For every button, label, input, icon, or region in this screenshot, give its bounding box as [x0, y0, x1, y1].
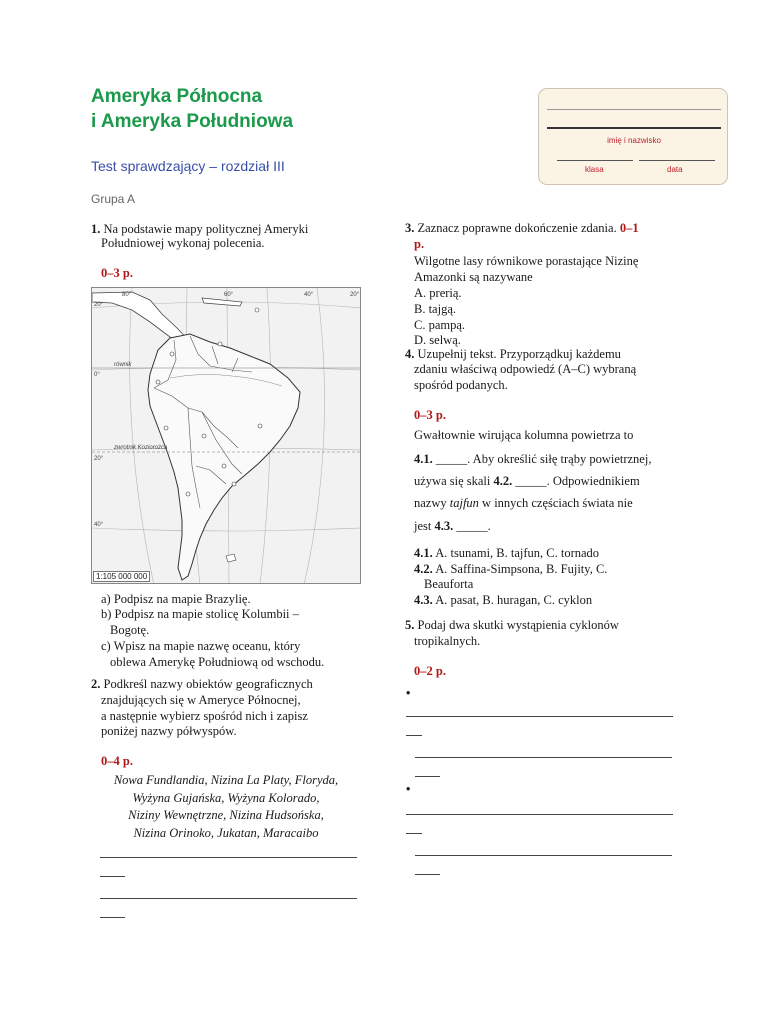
q4-para-line2	[414, 452, 651, 467]
map-graphic	[92, 288, 361, 584]
q4-para-line5-pre: jest	[414, 519, 432, 533]
q1-points: 0–3 p.	[101, 266, 133, 280]
q4-points: 0–3 p.	[414, 408, 446, 422]
name-line[interactable]	[547, 127, 721, 129]
class-line[interactable]	[557, 160, 633, 161]
q5-answer-2-line-a-tail[interactable]	[406, 833, 422, 834]
q5-text-line1: Podaj dwa skutki wystąpienia cyklonów	[417, 618, 619, 632]
q2-term-list	[91, 772, 361, 842]
date-line[interactable]	[639, 160, 715, 161]
q4-para-line3-post[interactable]: _____. Odpowiednikiem	[515, 474, 640, 488]
q4-answers-42-number: 4.2.	[414, 562, 433, 576]
q1-number: 1.	[91, 222, 101, 236]
question-5	[405, 618, 619, 633]
q3-option-b[interactable]: B. tajgą.	[414, 302, 457, 316]
q5-points: 0–2 p.	[414, 664, 446, 678]
q4-blank-42-number: 4.2.	[493, 474, 513, 488]
q2-answer-line-2[interactable]	[100, 898, 357, 899]
q3-option-a[interactable]: A. prerią.	[414, 286, 462, 300]
q5-answer-2-line-b[interactable]	[415, 855, 672, 856]
tropic-label: zwrotnik Koziorożca	[114, 445, 168, 451]
q4-number: 4.	[405, 347, 415, 361]
q4-para-tajfun: tajfun	[449, 496, 479, 510]
title-line-1: Ameryka Północna	[91, 86, 263, 107]
q5-number: 5.	[405, 618, 415, 632]
q3-text: Zaznacz poprawne dokończenie zdania.	[417, 221, 617, 235]
lat-label-20s: 20°	[94, 456, 104, 462]
q2-answer-line-1[interactable]	[100, 857, 357, 858]
q2-text-line1: Podkreśl nazwy obiektów geograficznych	[103, 677, 313, 691]
q4-answers-41-text[interactable]: A. tsunami, B. tajfun, C. tornado	[435, 546, 600, 560]
lat-label-20n: 20°	[94, 302, 104, 308]
group-label: Grupa A	[91, 192, 136, 206]
q5-answer-1-line-a[interactable]	[406, 716, 673, 717]
q3-option-c[interactable]: C. pampą.	[414, 318, 466, 332]
question-3	[405, 221, 639, 236]
q4-answers-42-line2: Beauforta	[424, 577, 474, 591]
q5-answer-2-line-a[interactable]	[406, 814, 673, 815]
q4-blank-41-number: 4.1.	[414, 452, 433, 466]
q2-list-line3: Niziny Wewnętrzne, Nizina Hudsońska,	[128, 808, 324, 822]
date-label: data	[667, 165, 683, 174]
question-2	[91, 677, 313, 692]
q5-text-line2: tropikalnych.	[414, 634, 481, 648]
q4-blank-43-number: 4.3.	[434, 519, 454, 533]
q2-points: 0–4 p.	[101, 754, 133, 768]
q2-list-line1: Nowa Fundlandia, Nizina La Platy, Floryda,	[113, 773, 339, 787]
q4-text-line3: spośród podanych.	[414, 378, 508, 392]
q5-bullet-1: •	[406, 686, 411, 700]
q4-answers-43-text[interactable]: A. pasat, B. huragan, C. cyklon	[435, 593, 593, 607]
q5-answer-1-line-b[interactable]	[415, 757, 672, 758]
q2-answer-line-1-tail[interactable]	[100, 876, 125, 877]
lon-label-60: 60°	[224, 292, 234, 298]
q1-task-c-line1: c) Wpisz na mapie nazwę oceanu, który	[101, 639, 301, 653]
south-america-map[interactable]	[91, 287, 361, 584]
q1-task-b-line2: Bogotę.	[110, 623, 150, 637]
q3-option-d[interactable]: D. selwą.	[414, 333, 461, 347]
q4-para-line5-post[interactable]: _____.	[456, 519, 491, 533]
lat-label-40s: 40°	[94, 522, 104, 528]
q5-answer-2-line-b-tail[interactable]	[415, 874, 440, 875]
q4-answers-43	[414, 593, 592, 608]
q4-para-line3-pre: używa się skali	[414, 474, 491, 488]
q4-text-line2: zdaniu właściwą odpowiedź (A–C) wybraną	[414, 362, 637, 376]
q4-answers-41	[414, 546, 599, 561]
q4-answers-42-text[interactable]: A. Saffina-Simpsona, B. Fujity, C.	[435, 562, 608, 576]
q1-task-b-line1: b) Podpisz na mapie stolicę Kolumbii –	[101, 607, 299, 621]
q2-list-line2: Wyżyna Gujańska, Wyżyna Kolorado,	[132, 790, 320, 805]
q2-list-line4: Nizina Orinoko, Jukatan, Maracaibo	[133, 825, 319, 840]
q1-task-a: a) Podpisz na mapie Brazylię.	[101, 592, 251, 606]
q3-stem-line1: Wilgotne lasy równikowe porastające Nizinę	[414, 254, 639, 268]
q2-answer-line-2-tail[interactable]	[100, 917, 125, 918]
q5-answer-1-line-a-tail[interactable]	[406, 735, 422, 736]
class-label: klasa	[585, 165, 604, 174]
q4-text-line1: Uzupełnij tekst. Przyporządkuj każdemu	[417, 347, 621, 361]
name-line-top	[547, 109, 721, 110]
q4-para-line4-post: w innych częściach świata nie	[482, 496, 633, 510]
map-scale: 1:105 000 000	[93, 571, 150, 582]
q4-answers-43-number: 4.3.	[414, 593, 433, 607]
q4-para-line4-pre: nazwy	[414, 496, 447, 510]
lon-label-40: 40°	[304, 292, 314, 298]
q3-number: 3.	[405, 221, 415, 235]
q3-stem-line2: Amazonki są nazywane	[414, 270, 533, 284]
q3-points-a: 0–1	[619, 221, 639, 235]
lon-label-20: 20°	[350, 292, 360, 298]
q3-points-b: p.	[414, 237, 425, 251]
q2-text-line2: znajdujących się w Ameryce Północnej,	[101, 693, 301, 707]
q4-answers-42	[414, 562, 607, 577]
question-1	[91, 222, 308, 237]
q2-text-line4: poniżej nazwy półwyspów.	[101, 724, 237, 738]
page-subtitle: Test sprawdzający – rozdział III	[91, 158, 285, 174]
lon-label-80: 80°	[122, 292, 132, 298]
q1-text-line2: Południowej wykonaj polecenia.	[101, 236, 265, 250]
page-title	[91, 84, 293, 134]
equator-label: równik	[114, 362, 132, 368]
q1-text-line1: Na podstawie mapy politycznej Ameryki	[103, 222, 309, 236]
q1-task-c-line2: oblewa Amerykę Południową od wschodu.	[110, 655, 325, 669]
q4-para-line4	[414, 496, 633, 511]
q5-answer-1-line-b-tail[interactable]	[415, 776, 440, 777]
q4-blank-41-text[interactable]: _____. Aby określić siłę trąby powietrznej,	[435, 452, 652, 466]
q4-answers-41-number: 4.1.	[414, 546, 433, 560]
q4-para-line5	[414, 519, 491, 534]
lat-label-0: 0°	[94, 372, 100, 378]
title-line-2: i Ameryka Południowa	[91, 111, 294, 132]
q4-para-line1: Gwałtownie wirująca kolumna powietrza to	[414, 428, 634, 442]
q2-text-line3: a następnie wybierz spośród nich i zapisz	[101, 709, 308, 723]
q4-para-line3	[414, 474, 640, 489]
question-4	[405, 347, 621, 362]
q2-number: 2.	[91, 677, 101, 691]
name-label: imię i nazwisko	[607, 136, 661, 145]
student-id-box	[538, 88, 728, 185]
q5-bullet-2: •	[406, 782, 411, 796]
